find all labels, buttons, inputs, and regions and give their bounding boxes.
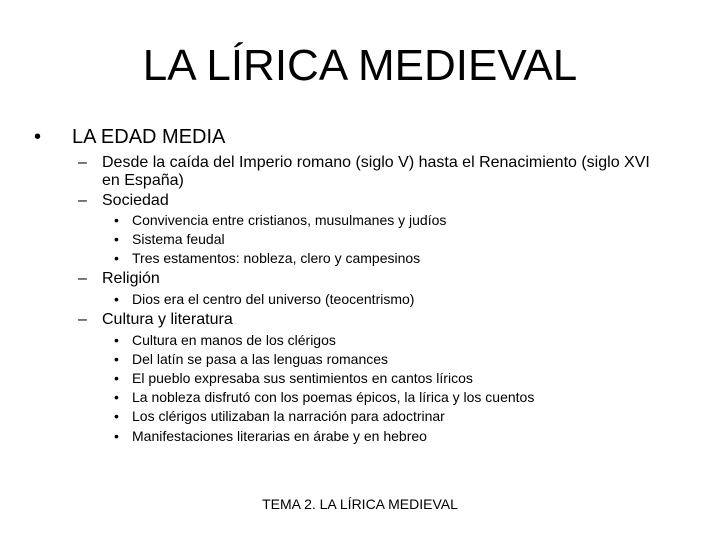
- bullet-icon: •: [114, 408, 119, 424]
- bullet-icon: •: [114, 291, 119, 307]
- point-text: Religión: [102, 270, 160, 287]
- point-item: [78, 154, 662, 190]
- dash-icon: –: [78, 270, 87, 287]
- bullet-icon: •: [114, 231, 119, 247]
- bullet-icon: •: [34, 126, 42, 148]
- sub-item: [114, 407, 445, 427]
- sub-item: [114, 350, 388, 370]
- section-heading: [34, 124, 225, 150]
- point-text: Sociedad: [102, 192, 169, 209]
- sub-item-text: El pueblo expresaba sus sentimientos en cantos líricos: [132, 370, 473, 386]
- sub-item-text: Manifestaciones literarias en árabe y en hebreo: [132, 428, 427, 444]
- dash-icon: –: [78, 192, 87, 209]
- sub-item-text: Cultura en manos de los clérigos: [132, 332, 336, 348]
- bullet-icon: •: [114, 212, 119, 228]
- dash-icon: –: [78, 311, 87, 328]
- sub-item: [114, 427, 427, 447]
- sub-item: [114, 249, 420, 269]
- sub-item-text: Del latín se pasa a las lenguas romances: [132, 351, 389, 367]
- sub-item: [114, 369, 473, 389]
- sub-item-text: Dios era el centro del universo (teocentrismo): [132, 291, 415, 307]
- point-text: Desde la caída del Imperio romano (siglo V) hasta el Renacimiento (siglo XVI en España): [102, 154, 650, 189]
- sub-item-text: Los clérigos utilizaban la narración para adoctrinar: [132, 408, 445, 424]
- sub-item: [114, 290, 414, 310]
- sub-item-text: Tres estamentos: nobleza, clero y campesinos: [132, 250, 421, 266]
- slide-title: LA LÍRICA MEDIEVAL: [142, 41, 578, 90]
- sub-item: [114, 211, 446, 231]
- sub-item: [114, 331, 336, 351]
- point-item: [78, 270, 662, 288]
- sub-item: [114, 230, 225, 250]
- point-item: [78, 311, 662, 329]
- sub-item-text: La nobleza disfrutó con los poemas épicos, la lírica y los cuentos: [132, 389, 535, 405]
- sub-item: [114, 388, 534, 408]
- section-label: LA EDAD MEDIA: [72, 126, 226, 148]
- point-item: [78, 192, 662, 210]
- dash-icon: –: [78, 154, 87, 171]
- sub-item-text: Convivencia entre cristianos, musulmanes y judíos: [132, 212, 447, 228]
- slide-footer: TEMA 2. LA LÍRICA MEDIEVAL: [262, 496, 458, 512]
- bullet-icon: •: [114, 389, 119, 405]
- bullet-icon: •: [114, 351, 119, 367]
- bullet-icon: •: [114, 428, 119, 444]
- point-text: Cultura y literatura: [102, 311, 233, 328]
- bullet-icon: •: [114, 370, 119, 386]
- bullet-icon: •: [114, 250, 119, 266]
- sub-item-text: Sistema feudal: [132, 231, 225, 247]
- bullet-icon: •: [114, 332, 119, 348]
